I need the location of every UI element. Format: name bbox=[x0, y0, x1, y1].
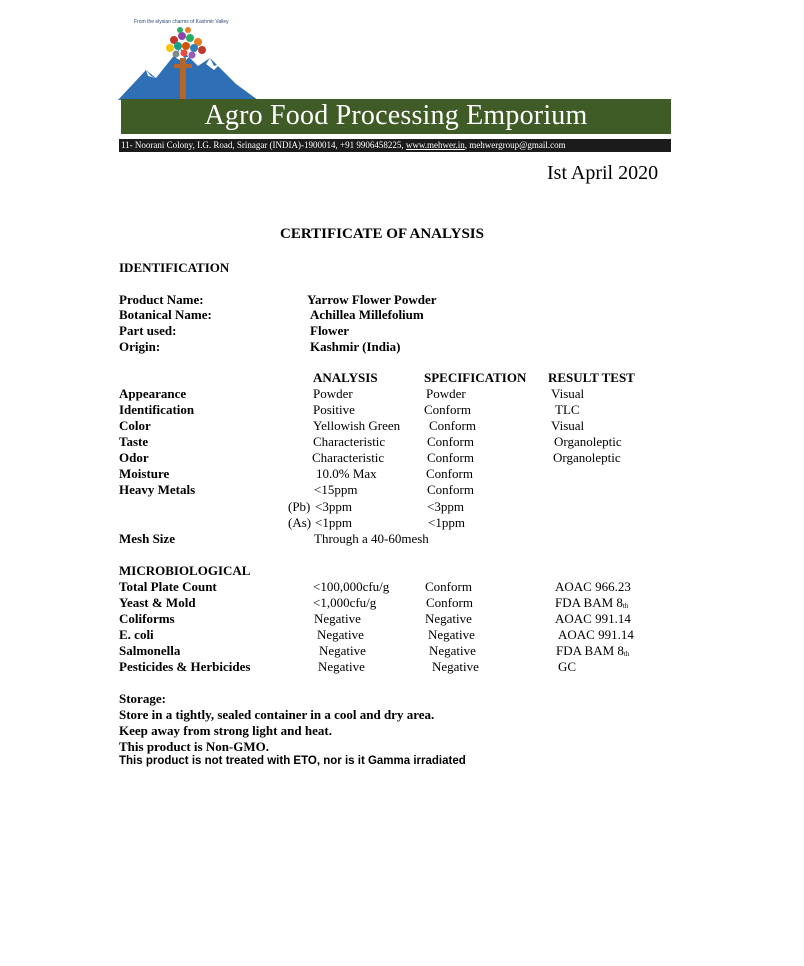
analysis-row-result: Visual bbox=[551, 386, 585, 401]
website-link[interactable]: www.mehwer.in bbox=[405, 140, 465, 150]
analysis-row-result: Organoleptic bbox=[553, 450, 621, 465]
analysis-row-spec: Conform bbox=[426, 466, 473, 481]
analysis-row-label: Moisture bbox=[119, 466, 170, 481]
micro-row-spec: Negative bbox=[425, 611, 472, 626]
company-banner bbox=[121, 99, 671, 134]
lead-spec: <3ppm bbox=[427, 499, 464, 514]
micro-row-result: GC bbox=[558, 659, 577, 674]
mesh-size-label: Mesh Size bbox=[119, 531, 175, 546]
part-used-label: Part used: bbox=[119, 323, 177, 338]
logo-tagline: From the elysian charms of Kashmir Valley bbox=[134, 19, 229, 25]
storage-heading: Storage: bbox=[119, 691, 166, 706]
analysis-row-analysis: <15ppm bbox=[314, 482, 358, 497]
mesh-size-value: Through a 40-60mesh bbox=[314, 531, 429, 546]
email-text: , mehwergroup@gmail.com bbox=[464, 140, 566, 150]
identification-heading: IDENTIFICATION bbox=[119, 260, 230, 275]
storage-line: Store in a tightly, sealed container in a cool and dry area. bbox=[119, 707, 435, 722]
specification-column-header: SPECIFICATION bbox=[424, 370, 527, 385]
analysis-row-spec: Conform bbox=[424, 402, 471, 417]
micro-row-analysis: Negative bbox=[314, 611, 361, 626]
micro-row-label: Total Plate Count bbox=[119, 579, 217, 594]
analysis-row-spec: Conform bbox=[427, 482, 474, 497]
analysis-row-analysis: Yellowish Green bbox=[313, 418, 401, 433]
company-name: Agro Food Processing Emporium bbox=[204, 100, 588, 131]
analysis-row-analysis: Powder bbox=[313, 386, 353, 401]
micro-row-analysis: Negative bbox=[318, 659, 365, 674]
analysis-row-label: Identification bbox=[119, 402, 195, 417]
arsenic-analysis: <1ppm bbox=[315, 515, 352, 530]
microbiological-heading: MICROBIOLOGICAL bbox=[119, 563, 251, 578]
micro-row-label: Yeast & Mold bbox=[119, 595, 196, 610]
micro-row-result: AOAC 991.14 bbox=[555, 611, 631, 626]
botanical-name-label: Botanical Name: bbox=[119, 307, 212, 322]
analysis-row-analysis: 10.0% Max bbox=[316, 466, 377, 481]
lead-analysis: <3ppm bbox=[315, 499, 352, 514]
product-name-value: Yarrow Flower Powder bbox=[307, 292, 437, 307]
botanical-name-value: Achillea Millefolium bbox=[310, 307, 424, 322]
storage-line: This product is Non-GMO. bbox=[119, 739, 270, 754]
eto-note: This product is not treated with ETO, nor is it Gamma irradiated bbox=[119, 755, 466, 767]
analysis-row-analysis: Characteristic bbox=[312, 450, 385, 465]
analysis-row-result: TLC bbox=[555, 402, 580, 417]
micro-row-label: Coliforms bbox=[119, 611, 175, 626]
micro-row-result: FDA BAM $8_{th}$ bbox=[556, 643, 630, 658]
micro-row-spec: Conform bbox=[426, 595, 473, 610]
arsenic-spec: <1ppm bbox=[428, 515, 465, 530]
product-name-label: Product Name: bbox=[119, 292, 204, 307]
analysis-row-spec: Powder bbox=[426, 386, 466, 401]
analysis-row-analysis: Characteristic bbox=[313, 434, 386, 449]
micro-row-result: AOAC 991.14 bbox=[558, 627, 634, 642]
analysis-row-analysis: Positive bbox=[313, 402, 355, 417]
analysis-row-label: Taste bbox=[119, 434, 149, 449]
address-text: 11- Noorani Colony, I.G. Road, Srinagar (INDIA)-1900014, +91 9906458225, bbox=[121, 140, 406, 150]
part-used-value: Flower bbox=[310, 323, 349, 338]
analysis-row-spec: Conform bbox=[427, 434, 474, 449]
micro-row-analysis: <1,000cfu/g bbox=[313, 595, 377, 610]
micro-row-spec: Negative bbox=[428, 627, 475, 642]
micro-row-result: AOAC 966.23 bbox=[555, 579, 631, 594]
arsenic-prefix: (As) bbox=[288, 515, 312, 530]
micro-row-analysis: Negative bbox=[317, 627, 364, 642]
analysis-row-label: Color bbox=[119, 418, 151, 433]
storage-line: Keep away from strong light and heat. bbox=[119, 723, 332, 738]
lead-prefix: (Pb) bbox=[288, 499, 311, 514]
document-date: Ist April 2020 bbox=[547, 162, 659, 184]
result-column-header: RESULT TEST bbox=[548, 370, 635, 385]
analysis-row-spec: Conform bbox=[427, 450, 474, 465]
analysis-column-header: ANALYSIS bbox=[313, 370, 378, 385]
micro-row-label: Salmonella bbox=[119, 643, 181, 658]
analysis-row-label: Heavy Metals bbox=[119, 482, 196, 497]
company-logo bbox=[118, 18, 258, 102]
document-title: CERTIFICATE OF ANALYSIS bbox=[280, 226, 484, 242]
origin-label: Origin: bbox=[119, 339, 161, 354]
micro-row-result: FDA BAM $8_{th}$ bbox=[555, 595, 629, 610]
analysis-row-spec: Conform bbox=[429, 418, 476, 433]
origin-value: Kashmir (India) bbox=[310, 339, 401, 354]
analysis-row-result: Visual bbox=[551, 418, 585, 433]
micro-row-label: E. coli bbox=[119, 627, 154, 642]
micro-row-spec: Negative bbox=[429, 643, 476, 658]
micro-row-analysis: Negative bbox=[319, 643, 366, 658]
micro-row-label: Pesticides & Herbicides bbox=[119, 659, 251, 674]
micro-row-spec: Negative bbox=[432, 659, 479, 674]
analysis-row-label: Odor bbox=[119, 450, 149, 465]
analysis-row-label: Appearance bbox=[119, 386, 187, 401]
micro-row-analysis: <100,000cfu/g bbox=[313, 579, 390, 594]
analysis-row-result: Organoleptic bbox=[554, 434, 622, 449]
address-bar bbox=[119, 139, 671, 152]
micro-row-spec: Conform bbox=[425, 579, 472, 594]
